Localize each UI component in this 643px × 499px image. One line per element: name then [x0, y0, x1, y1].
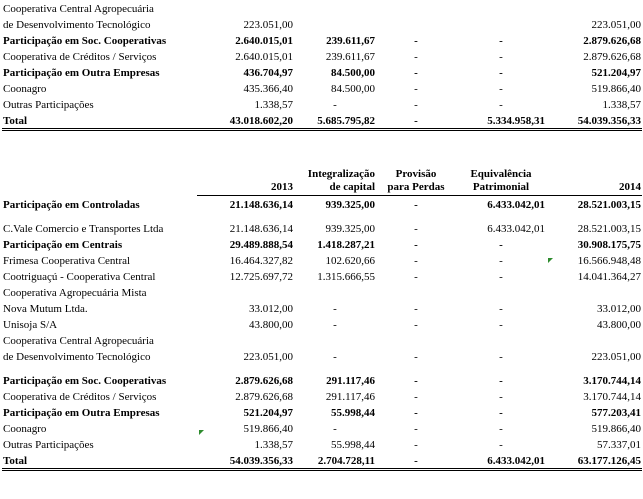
value-cell: -	[414, 391, 418, 403]
value-cell: 6.433.042,01	[456, 452, 546, 470]
table-row	[2, 220, 642, 236]
value-cell: 435.366,40	[243, 83, 293, 95]
value-cell: 2.879.626,68	[583, 51, 641, 63]
value-cell: 519.866,40	[243, 423, 293, 435]
value-cell: -	[414, 199, 418, 211]
value-cell: 33.012,00	[597, 303, 641, 315]
header-2014: 2014	[546, 168, 642, 196]
value-cell: -	[333, 423, 337, 435]
value-cell: -	[499, 407, 503, 419]
value-cell	[197, 332, 294, 348]
table-row	[2, 16, 642, 32]
value-cell: 28.521.003,15	[577, 223, 641, 235]
value-cell: 54.039.356,33	[546, 112, 642, 130]
value-cell: 519.866,40	[591, 423, 641, 435]
spacer-row	[2, 364, 642, 372]
value-cell: -	[414, 375, 418, 387]
table-row	[2, 300, 642, 316]
value-cell: 2.879.626,68	[583, 35, 641, 47]
row-label: Cootriguaçú - Cooperativa Central	[3, 271, 156, 283]
value-cell	[197, 284, 294, 300]
header-text: Provisão para Perdas	[387, 168, 445, 193]
value-cell: 57.337,01	[597, 439, 641, 451]
value-cell: 2.640.015,01	[235, 51, 293, 63]
value-cell: -	[333, 99, 337, 111]
value-cell: -	[499, 439, 503, 451]
value-cell: -	[414, 303, 418, 315]
value-cell: 16.566.948,48	[577, 255, 641, 267]
value-cell: 5.685.795,82	[294, 112, 376, 130]
subtotal-row	[2, 372, 642, 388]
header-text: Integralização de capital	[307, 168, 375, 193]
row-label: Participação em Outra Empresas	[3, 67, 160, 79]
value-cell: -	[499, 391, 503, 403]
spacer-cell	[456, 212, 546, 220]
value-cell: -	[414, 439, 418, 451]
table-row	[2, 332, 642, 348]
cell-comment-marker	[199, 430, 204, 435]
value-cell	[294, 16, 376, 32]
spacer-cell	[197, 364, 294, 372]
value-cell: 521.204,97	[243, 407, 293, 419]
value-cell	[456, 16, 546, 32]
value-cell: 1.338,57	[254, 439, 293, 451]
value-cell: 33.012,00	[249, 303, 293, 315]
table-row	[2, 316, 642, 332]
table-row	[2, 252, 642, 268]
value-cell: 5.334.958,31	[456, 112, 546, 130]
value-cell	[456, 284, 546, 300]
value-cell: -	[499, 239, 503, 251]
value-cell: -	[414, 319, 418, 331]
value-cell	[546, 0, 642, 16]
value-cell: -	[499, 423, 503, 435]
spacer-cell	[2, 212, 197, 220]
value-cell	[294, 284, 376, 300]
row-label: Participação em Controladas	[3, 199, 140, 211]
row-label: Participação em Soc. Cooperativas	[3, 35, 167, 47]
value-cell: -	[376, 452, 456, 470]
value-cell: 1.315.666,55	[317, 271, 375, 283]
value-cell: 291.117,46	[325, 391, 375, 403]
value-cell: 223.051,00	[591, 19, 641, 31]
value-cell: 223.051,00	[243, 351, 293, 363]
subtotal-row	[2, 32, 642, 48]
value-cell: 2.704.728,11	[294, 452, 376, 470]
value-cell: -	[499, 303, 503, 315]
row-label: Frimesa Cooperativa Central	[3, 255, 131, 267]
total-row	[2, 112, 642, 130]
header-blank	[2, 168, 197, 196]
subtotal-row	[2, 404, 642, 420]
spacer-cell	[294, 212, 376, 220]
value-cell: -	[333, 319, 337, 331]
header-2013: 2013	[197, 168, 294, 196]
row-label: Participação em Outra Empresas	[3, 407, 160, 419]
value-cell: -	[499, 35, 503, 47]
row-label: de Desenvolvimento Tecnológico	[3, 351, 151, 363]
value-cell: -	[333, 303, 337, 315]
value-cell	[456, 332, 546, 348]
spacer-cell	[546, 212, 642, 220]
value-cell: 239.611,67	[326, 35, 375, 47]
value-cell: 28.521.003,15	[577, 199, 641, 211]
value-cell	[376, 332, 456, 348]
value-cell: -	[414, 35, 418, 47]
value-cell: 12.725.697,72	[229, 271, 293, 283]
value-cell: 6.433.042,01	[487, 199, 545, 211]
value-cell: -	[414, 51, 418, 63]
cell-comment-marker	[548, 258, 553, 263]
value-cell: -	[414, 223, 418, 235]
value-cell: 43.018.602,20	[197, 112, 294, 130]
value-cell: 21.148.636,14	[229, 199, 293, 211]
row-label: Cooperativa Central Agropecuária	[3, 3, 154, 15]
value-cell: 2.640.015,01	[235, 35, 293, 47]
value-cell: 577.203,41	[591, 407, 641, 419]
value-cell	[456, 0, 546, 16]
value-cell: 63.177.126,45	[546, 452, 642, 470]
row-label: Unisoja S/A	[3, 319, 58, 331]
row-label: Participação em Centrais	[3, 239, 123, 251]
value-cell: 939.325,00	[325, 199, 375, 211]
row-label: Participação em Soc. Cooperativas	[3, 375, 167, 387]
value-cell	[546, 284, 642, 300]
value-cell: -	[499, 83, 503, 95]
row-label: Cooperativa Agropecuária Mista	[3, 287, 147, 299]
value-cell: 55.998,44	[331, 439, 375, 451]
value-cell: -	[499, 255, 503, 267]
value-cell: -	[414, 83, 418, 95]
row-label: Coonagro	[3, 423, 47, 435]
value-cell: -	[414, 99, 418, 111]
value-cell	[197, 0, 294, 16]
value-cell: 21.148.636,14	[229, 223, 293, 235]
value-cell: 1.338,57	[602, 99, 641, 111]
value-cell: 6.433.042,01	[487, 223, 545, 235]
value-cell: 1.338,57	[254, 99, 293, 111]
column-header-row	[2, 168, 642, 196]
header-text: Equivalência Patrimonial	[470, 168, 532, 193]
row-label: Outras Participações	[3, 439, 94, 451]
value-cell: 54.039.356,33	[197, 452, 294, 470]
value-cell: -	[499, 351, 503, 363]
spacer-row	[2, 212, 642, 220]
value-cell: 55.998,44	[331, 407, 375, 419]
spacer-cell	[546, 364, 642, 372]
value-cell: -	[414, 239, 418, 251]
subtotal-row	[2, 196, 642, 213]
value-cell: -	[414, 423, 418, 435]
row-label: Cooperativa de Créditos / Serviços	[3, 51, 157, 63]
table-row	[2, 348, 642, 364]
subtotal-row	[2, 64, 642, 80]
value-cell: 2.879.626,68	[235, 375, 293, 387]
value-cell: 2.879.626,68	[235, 391, 293, 403]
value-cell: 223.051,00	[243, 19, 293, 31]
value-cell: 1.418.287,21	[317, 239, 375, 251]
value-cell: 223.051,00	[591, 351, 641, 363]
value-cell: 291.117,46	[326, 375, 375, 387]
investments-table-2014	[2, 168, 642, 471]
value-cell: -	[414, 351, 418, 363]
table-row	[2, 284, 642, 300]
value-cell: -	[499, 271, 503, 283]
value-cell: 436.704,97	[243, 67, 293, 79]
spacer-cell	[2, 364, 197, 372]
value-cell: -	[499, 99, 503, 111]
spacer-cell	[197, 212, 294, 220]
row-label: Nova Mutum Ltda.	[3, 303, 88, 315]
value-cell: 3.170.744,14	[583, 375, 641, 387]
value-cell: 30.908.175,75	[577, 239, 641, 251]
table-row	[2, 436, 642, 452]
value-cell: 84.500,00	[331, 67, 375, 79]
value-cell: -	[333, 351, 337, 363]
table-row	[2, 0, 642, 16]
table-row	[2, 388, 642, 404]
value-cell: -	[499, 51, 503, 63]
header-equivalencia	[456, 168, 546, 196]
subtotal-row	[2, 236, 642, 252]
value-cell: 43.800,00	[597, 319, 641, 331]
table-row	[2, 80, 642, 96]
value-cell: 29.489.888,54	[229, 239, 293, 251]
header-integralizacao	[294, 168, 376, 196]
total-row	[2, 452, 642, 470]
value-cell: 84.500,00	[331, 83, 375, 95]
value-cell: -	[499, 67, 503, 79]
investments-table-2013	[2, 0, 642, 131]
header-provisao	[376, 168, 456, 196]
table-row	[2, 48, 642, 64]
row-label: Total	[2, 452, 197, 470]
value-cell: 939.325,00	[325, 223, 375, 235]
spacer-cell	[294, 364, 376, 372]
value-cell: 14.041.364,27	[577, 271, 641, 283]
row-label: Outras Participações	[3, 99, 94, 111]
value-cell: 239.611,67	[325, 51, 375, 63]
row-label: C.Vale Comercio e Transportes Ltda	[3, 223, 164, 235]
value-cell: 519.866,40	[591, 83, 641, 95]
row-label: Total	[2, 112, 197, 130]
value-cell: 3.170.744,14	[583, 391, 641, 403]
value-cell	[376, 284, 456, 300]
value-cell	[294, 0, 376, 16]
value-cell: -	[414, 67, 418, 79]
spacer-cell	[456, 364, 546, 372]
value-cell: 16.464.327,82	[229, 255, 293, 267]
row-label: Cooperativa de Créditos / Serviços	[3, 391, 157, 403]
value-cell: 43.800,00	[249, 319, 293, 331]
table-row	[2, 268, 642, 284]
value-cell: -	[414, 255, 418, 267]
row-label: Cooperativa Central Agropecuária	[3, 335, 154, 347]
value-cell: 521.204,97	[591, 67, 641, 79]
value-cell: -	[414, 407, 418, 419]
row-label: Coonagro	[3, 83, 47, 95]
row-label: de Desenvolvimento Tecnológico	[3, 19, 151, 31]
table-row	[2, 96, 642, 112]
value-cell	[294, 332, 376, 348]
spacer-cell	[376, 364, 456, 372]
value-cell	[546, 332, 642, 348]
value-cell	[376, 0, 456, 16]
value-cell: -	[376, 112, 456, 130]
value-cell	[376, 16, 456, 32]
spacer-cell	[376, 212, 456, 220]
value-cell: -	[414, 271, 418, 283]
value-cell: 102.620,66	[325, 255, 375, 267]
value-cell: -	[499, 375, 503, 387]
value-cell: -	[499, 319, 503, 331]
table-row	[2, 420, 642, 436]
